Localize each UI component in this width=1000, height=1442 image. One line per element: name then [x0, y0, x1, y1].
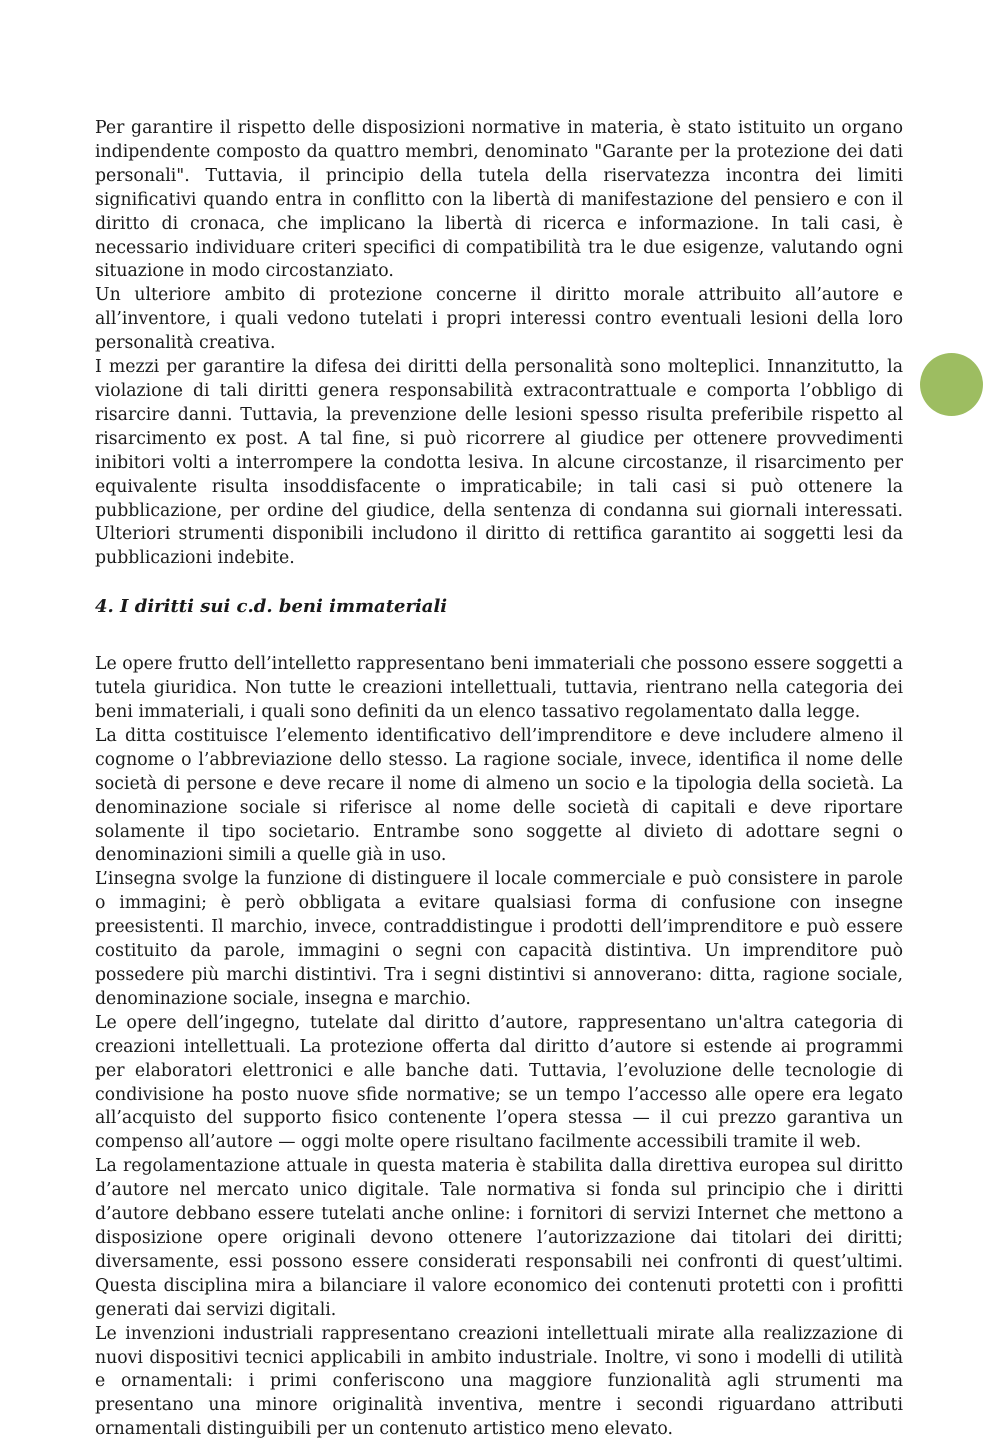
paragraph: L’insegna svolge la funzione di distinguere il locale commerciale e può consistere in parole o immagini; è però obbligata a evitare qualsiasi forma di confusione con insegne preesistenti. Il marchio, invece, contraddistingue i prodotti dell’imprenditore e può essere costituito da parole, immagini o segni con capacità distintiva. Un imprenditore può possedere più marchi distintivi. Tra i segni distintivi si annoverano: ditta, ragione sociale, denominazione sociale, insegna e marchio. — [95, 869, 903, 1009]
paragraph: Le invenzioni industriali rappresentano creazioni intellettuali mirate alla realizzazione di nuovi dispositivi tecnici applicabili in ambito industriale. Inoltre, vi sono i modelli di utilità e ornamentali: i primi conferiscono una maggiore funzionalità agli strumenti ma presentano una minore originalità inventiva, mentre i secondi riguardano attributi ornamentali distinguibili per un contenuto artistico meno elevato. — [95, 1323, 903, 1440]
paragraph: Le opere frutto dell’intelletto rappresentano beni immateriali che possono essere soggetti a tutela giuridica. Non tutte le creazioni intellettuali, tuttavia, rientrano nella categoria dei beni immateriali, i quali sono definiti da un elenco tassativo regolamentato dalla legge. — [95, 654, 903, 723]
paragraph: Un ulteriore ambito di protezione concerne il diritto morale attribuito all’autore e all’inventore, i quali vedono tutelati i propri interessi contro eventuali lesioni della loro personalità creativa. — [95, 285, 903, 354]
paragraph: I mezzi per garantire la difesa dei diritti della personalità sono molteplici. Innanzitutto, la violazione di tali diritti genera responsabilità extracontrattuale e comporta l’obbligo di risarcire danni. Tuttavia, la prevenzione delle lesioni spesso risulta preferibile rispetto al risarcimento ex post. A tal fine, si può ricorrere al giudice per ottenere provvedimenti inibitori volti a interrompere la condotta lesiva. In alcune circostanze, il risarcimento per equivalente risulta insoddisfacente o impraticabile; in tali casi si può ottenere la pubblicazione, per ordine del giudice, della sentenza di condanna sui giornali interessati. Ulteriori strumenti disponibili includono il diritto di rettifica garantito ai soggetti lesi da pubblicazioni indebite. — [95, 357, 903, 569]
document-body — [95, 117, 903, 1442]
section-heading: 4. I diritti sui c.d. beni immateriali — [95, 596, 448, 618]
paragraph: Per garantire il rispetto delle disposizioni normative in materia, è stato istituito un organo indipendente composto da quattro membri, denominato "Garante per la protezione dei dati personali". Tuttavia, il principio della tutela della riservatezza incontra dei limiti significativi quando entra in conflitto con la libertà di manifestazione del pensiero e con il diritto di cronaca, che implicano la libertà di ricerca e informazione. In tali casi, è necessario individuare criteri specifici di compatibilità tra le due esigenze, valutando ogni situazione in modo circostanziato. — [95, 118, 903, 282]
page-marker-dot — [920, 353, 983, 416]
paragraph: La regolamentazione attuale in questa materia è stabilita dalla direttiva europea sul diritto d’autore nel mercato unico digitale. Tale normativa si fonda sul principio che i diritti d’autore debbano essere tutelati anche online: i fornitori di servizi Internet che mettono a disposizione opere originali devono ottenere l’autorizzazione dai titolari dei diritti; diversamente, essi possono essere considerati responsabili nei confronti di quest’ultimi. Questa disciplina mira a bilanciare il valore economico dei contenuti protetti con i profitti generati dai servizi digitali. — [95, 1156, 903, 1320]
paragraph: La ditta costituisce l’elemento identificativo dell’imprenditore e deve includere almeno il cognome o l’abbreviazione dello stesso. La ragione sociale, invece, identifica il nome delle società di persone e deve recare il nome di almeno un socio e la tipologia della società. La denominazione sociale si riferisce al nome delle società di capitali e deve riportare solamente il tipo societario. Entrambe sono soggette al divieto di adottare segni o denominazioni simili a quelle già in uso. — [95, 725, 903, 866]
paragraph: Le opere dell’ingegno, tutelate dal diritto d’autore, rappresentano un'altra categoria di creazioni intellettuali. La protezione offerta dal diritto d’autore si estende ai programmi per elaboratori elettronici e alle banche dati. Tuttavia, l’evoluzione delle tecnologie di condivisione ha posto nuove sfide normative; se un tempo l’accesso alle opere era legato all’acquisto del supporto fisico contenente l’opera stessa — il cui prezzo garantiva un compenso all’autore — oggi molte opere risultano facilmente accessibili tramite il web. — [95, 1012, 903, 1153]
